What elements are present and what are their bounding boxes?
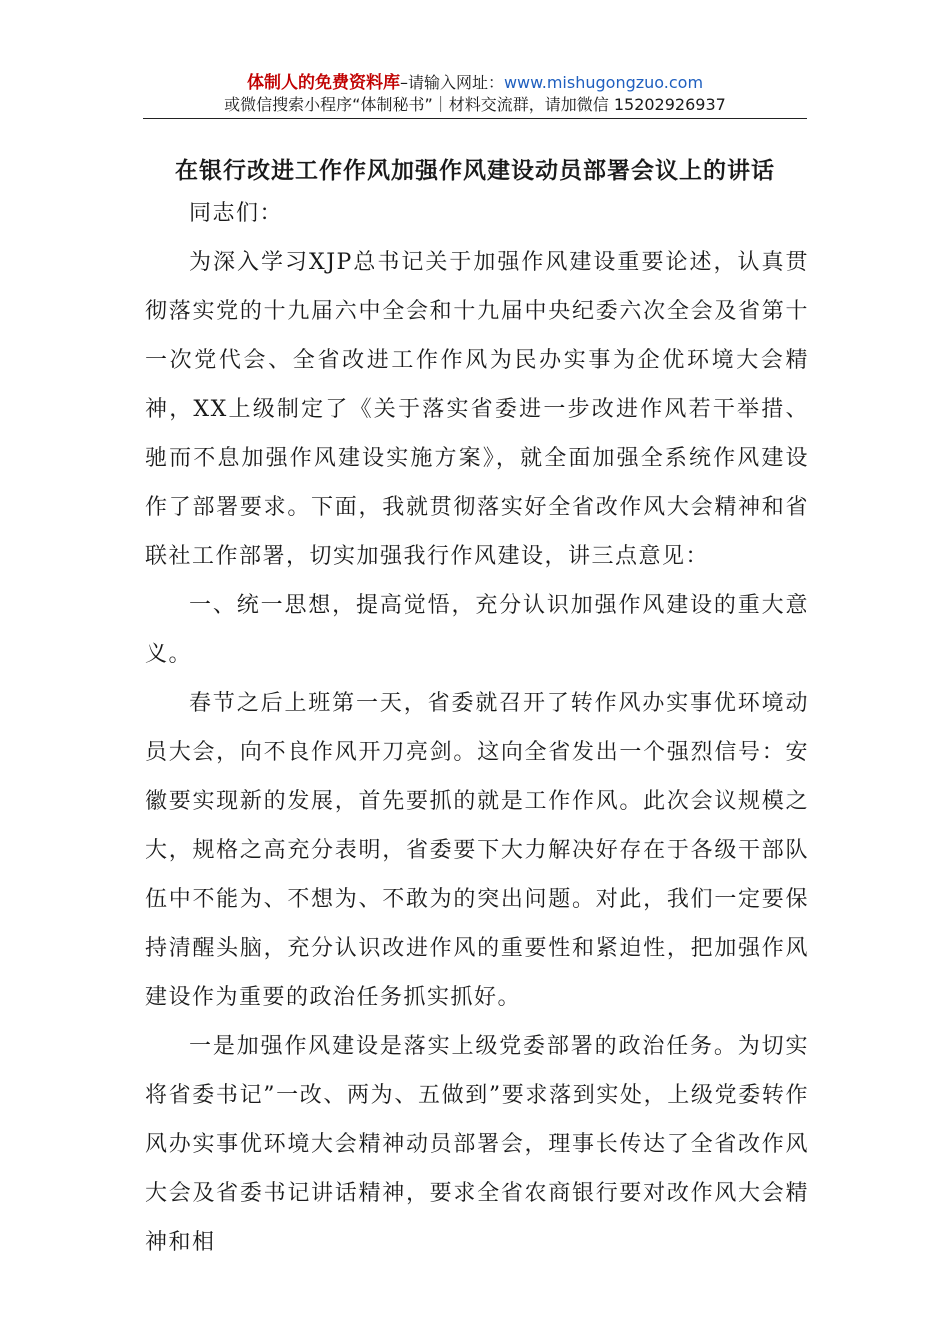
- header-line-1: [0, 72, 950, 94]
- body-paragraph: 春节之后上班第一天，省委就召开了转作风办实事优环境动员大会，向不良作风开刀亮剑。这向全省发出一个强烈信号：安徽要实现新的发展，首先要抓的就是工作作风。此次会议规模之大，规格之高充分表明，省委要下大力解决好存在于各级干部队伍中不能为、不想为、不敢为的突出问题。对此，我们一定要保持清醒头脑，充分认识改进作风的重要性和紧迫性，把加强作风建设作为重要的政治任务抓实抓好。: [145, 691, 809, 1010]
- header-line-2: 或微信搜索小程序“体制秘书”｜材料交流群，请加微信 15202926937: [224, 95, 726, 114]
- site-url-link[interactable]: www.mishugongzuo.com: [503, 73, 704, 92]
- document-body: [145, 189, 809, 1267]
- section-heading: 一、统一思想，提高觉悟，充分认识加强作风建设的重大意义。: [145, 593, 809, 667]
- salutation: 同志们：: [189, 201, 284, 226]
- header-divider: [143, 118, 807, 119]
- site-header: [0, 72, 950, 116]
- body-paragraph: 一是加强作风建设是落实上级党委部署的政治任务。为切实将省委书记”一改、两为、五做到”要求落到实处，上级党委转作风办实事优环境大会精神动员部署会，理事长传达了全省改作风大会及省委书记讲话精神，要求全省农商银行要对改作风大会精神和相: [145, 1034, 809, 1255]
- url-prompt: –请输入网址：: [399, 73, 504, 92]
- document-title: 在银行改进工作作风加强作风建设动员部署会议上的讲话: [175, 158, 775, 184]
- body-paragraph: 为深入学习XJP总书记关于加强作风建设重要论述，认真贯彻落实党的十九届六中全会和十九届中央纪委六次全会及省第十一次党代会、全省改进工作作风为民办实事为企优环境大会精神，XX上级制定了《关于落实省委进一步改进作风若干举措、驰而不息加强作风建设实施方案》，就全面加强全系统作风建设作了部署要求。下面，我就贯彻落实好全省改作风大会精神和省联社工作部署，切实加强我行作风建设，讲三点意见：: [145, 250, 809, 569]
- brand-name: 体制人的免费资料库: [246, 73, 400, 93]
